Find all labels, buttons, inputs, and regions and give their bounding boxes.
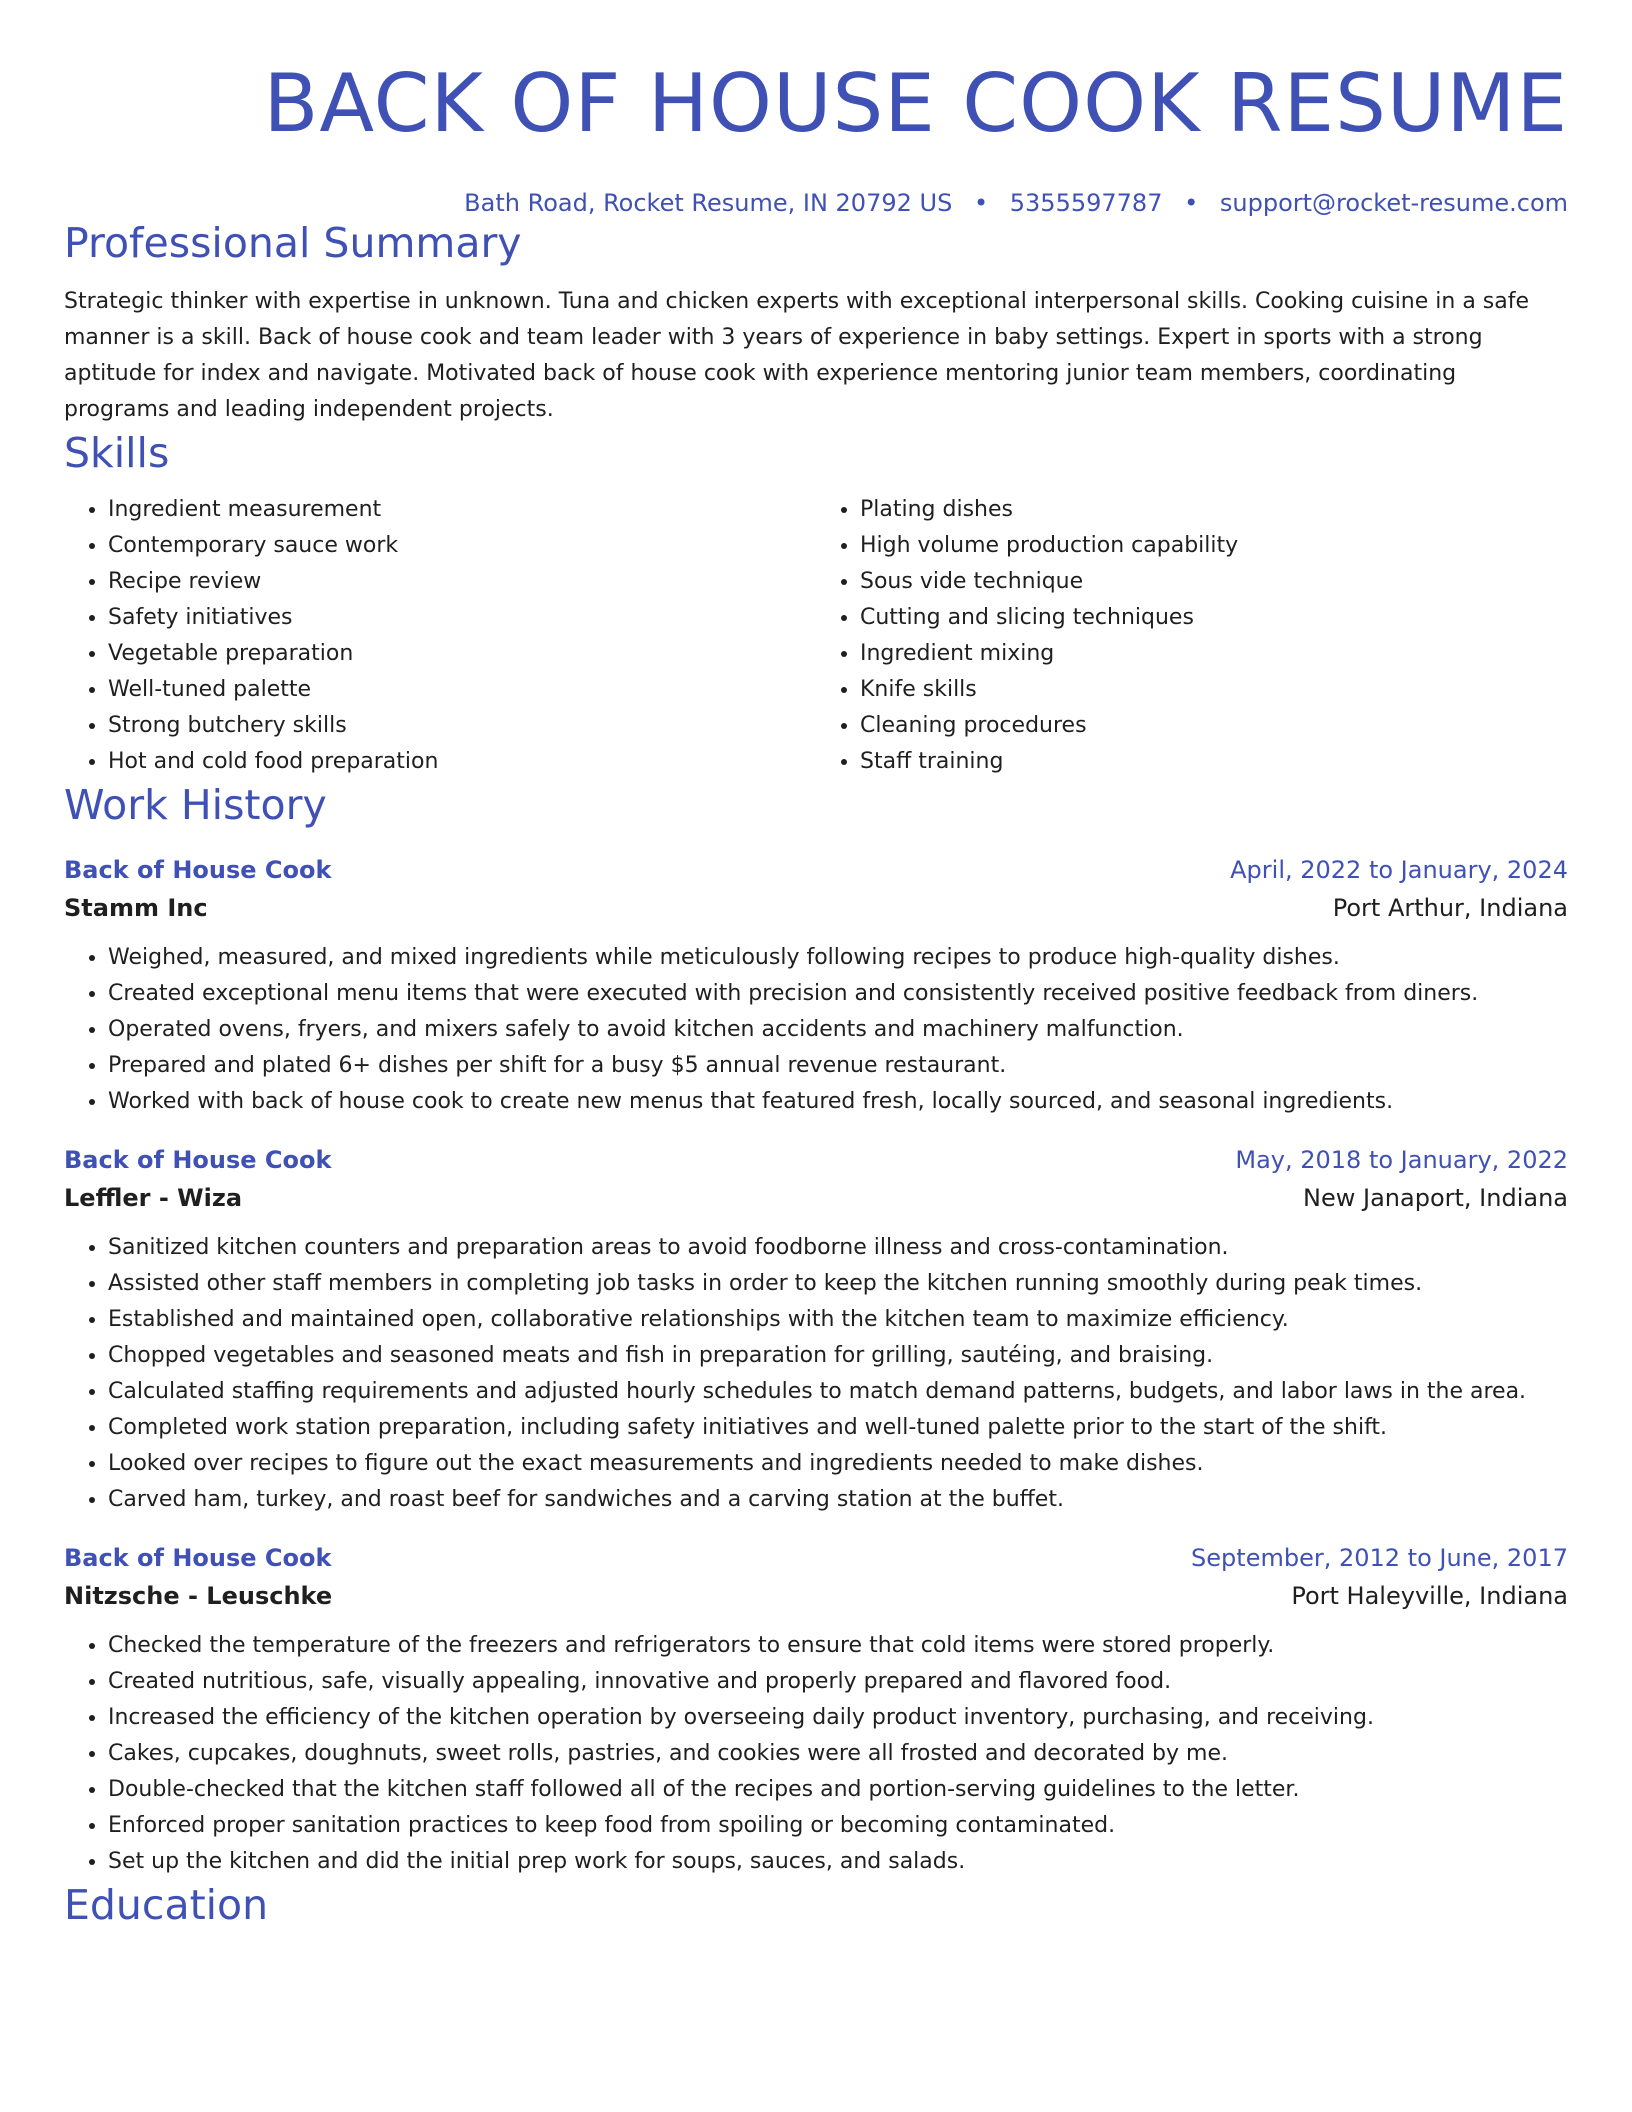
job-subheader (64, 1178, 1568, 1218)
skill-item: • Plating dishes (860, 492, 1568, 528)
job-header (64, 1142, 1568, 1178)
contact-phone: 5355597787 (1009, 189, 1163, 217)
job-dates: May, 2018 to January, 2022 (1235, 1146, 1568, 1174)
job-header (64, 852, 1568, 888)
job-bullet: • Assisted other staff members in completing job tasks in order to keep the kitchen running smoothly during peak times. (108, 1266, 1568, 1302)
skill-item: • Contemporary sauce work (108, 528, 816, 564)
job-bullet: • Created exceptional menu items that were executed with precision and consistently received positive feedback from diners. (108, 976, 1568, 1012)
skill-item: • Ingredient mixing (860, 636, 1568, 672)
skill-item: • Cutting and slicing techniques (860, 600, 1568, 636)
skill-item: • Knife skills (860, 672, 1568, 708)
job-location: Port Haleyville, Indiana (1291, 1582, 1568, 1610)
job-dates: September, 2012 to June, 2017 (1191, 1544, 1568, 1572)
education-heading: Education (64, 1881, 269, 1929)
job-location: New Janaport, Indiana (1303, 1184, 1568, 1212)
job-title: Back of House Cook (64, 1146, 332, 1174)
skill-item: • Strong butchery skills (108, 708, 816, 744)
job-title: Back of House Cook (64, 1544, 332, 1572)
job-bullet: • Cakes, cupcakes, doughnuts, sweet rolls, pastries, and cookies were all frosted and decorated by me. (108, 1736, 1568, 1772)
job-company: Nitzsche - Leuschke (64, 1582, 333, 1610)
job-entry (64, 852, 1568, 1120)
job-entry (64, 1540, 1568, 1880)
job-bullet: • Enforced proper sanitation practices to keep food from spoiling or becoming contaminated. (108, 1808, 1568, 1844)
skill-item: • High volume production capability (860, 528, 1568, 564)
skills-columns (64, 492, 1568, 780)
contact-separator: • (973, 189, 989, 217)
resume-title: BACK OF HOUSE COOK RESUME (263, 57, 1568, 150)
skills-list-left (64, 492, 816, 780)
skill-item: • Hot and cold food preparation (108, 744, 816, 780)
job-bullet: • Double-checked that the kitchen staff followed all of the recipes and portion-serving guidelines to the letter. (108, 1772, 1568, 1808)
job-company: Stamm Inc (64, 894, 208, 922)
job-bullet: • Completed work station preparation, including safety initiatives and well-tuned palette prior to the start of the shift. (108, 1410, 1568, 1446)
job-bullet: • Weighed, measured, and mixed ingredients while meticulously following recipes to produce high-quality dishes. (108, 940, 1568, 976)
contact-email: support@rocket-resume.com (1219, 189, 1568, 217)
job-bullet: • Looked over recipes to figure out the exact measurements and ingredients needed to make dishes. (108, 1446, 1568, 1482)
skill-item: • Ingredient measurement (108, 492, 816, 528)
job-subheader (64, 888, 1568, 928)
job-bullet: • Worked with back of house cook to create new menus that featured fresh, locally sourced, and seasonal ingredients. (108, 1084, 1568, 1120)
job-title: Back of House Cook (64, 856, 332, 884)
work-history-heading: Work History (64, 781, 327, 829)
job-bullet: • Operated ovens, fryers, and mixers safely to avoid kitchen accidents and machinery malfunction. (108, 1012, 1568, 1048)
job-bullet: • Sanitized kitchen counters and preparation areas to avoid foodborne illness and cross-contamination. (108, 1230, 1568, 1266)
skill-item: • Vegetable preparation (108, 636, 816, 672)
job-bullet: • Set up the kitchen and did the initial prep work for soups, sauces, and salads. (108, 1844, 1568, 1880)
job-bullet: • Established and maintained open, collaborative relationships with the kitchen team to maximize efficiency. (108, 1302, 1568, 1338)
contact-separator: • (1184, 189, 1199, 217)
job-location: Port Arthur, Indiana (1332, 894, 1568, 922)
skill-item: • Well-tuned palette (108, 672, 816, 708)
job-dates: April, 2022 to January, 2024 (1230, 856, 1568, 884)
job-bullet: • Carved ham, turkey, and roast beef for sandwiches and a carving station at the buffet. (108, 1482, 1568, 1518)
job-subheader (64, 1576, 1568, 1616)
skill-item: • Safety initiatives (108, 600, 816, 636)
job-header (64, 1540, 1568, 1576)
job-bullet: • Increased the efficiency of the kitchen operation by overseeing daily product inventory, purchasing, and receiving. (108, 1700, 1568, 1736)
summary-text: Strategic thinker with expertise in unknown. Tuna and chicken experts with exceptional interpersonal skills. Cooking cuisine in a safe manner is a skill. Back of house cook and team leader with 3 years of experience in baby settings. Expert in sports with a strong aptitude for index and navigate. Motivated back of house cook with experience mentoring junior team members, coordinating programs and leading independent projects. (64, 289, 1530, 422)
skills-list-right (816, 492, 1568, 780)
job-bullet: • Prepared and plated 6+ dishes per shift for a busy $5 annual revenue restaurant. (108, 1048, 1568, 1084)
job-company: Leffler - Wiza (64, 1184, 243, 1212)
skill-item: • Sous vide technique (860, 564, 1568, 600)
contact-line (64, 188, 1568, 218)
summary-heading: Professional Summary (64, 219, 522, 267)
job-bullet: • Created nutritious, safe, visually appealing, innovative and properly prepared and flavored food. (108, 1664, 1568, 1700)
job-bullet: • Checked the temperature of the freezers and refrigerators to ensure that cold items were stored properly. (108, 1628, 1568, 1664)
skills-heading: Skills (64, 429, 170, 477)
job-bullets (64, 1628, 1568, 1880)
job-bullets (64, 940, 1568, 1120)
job-bullet: • Chopped vegetables and seasoned meats and fish in preparation for grilling, sautéing, and braising. (108, 1338, 1568, 1374)
skill-item: • Staff training (860, 744, 1568, 780)
job-bullet: • Calculated staffing requirements and adjusted hourly schedules to match demand patterns, budgets, and labor laws in the area. (108, 1374, 1568, 1410)
skill-item: • Recipe review (108, 564, 816, 600)
job-entry (64, 1142, 1568, 1518)
job-bullets (64, 1230, 1568, 1518)
contact-address: Bath Road, Rocket Resume, IN 20792 US (464, 189, 953, 217)
skill-item: • Cleaning procedures (860, 708, 1568, 744)
